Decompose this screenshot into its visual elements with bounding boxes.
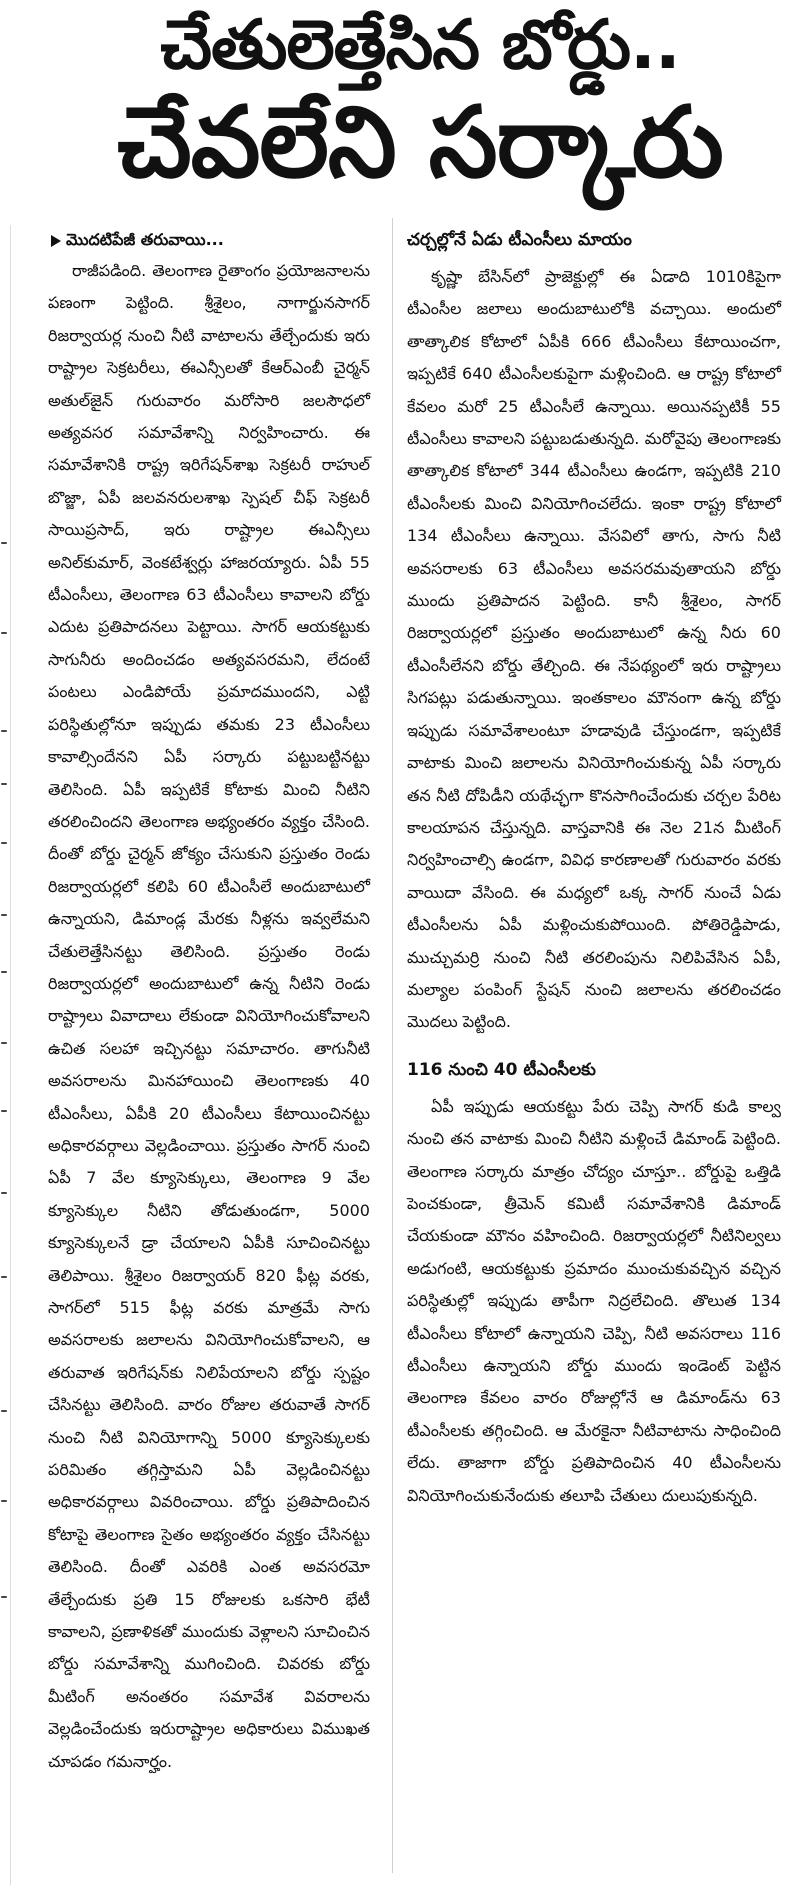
headline-line-2: చేవలేని సర్కారు — [117, 86, 723, 200]
subheading-seven-tmc: చర్చల్లోనే ఏడు టీఎంసీలు మాయం — [407, 230, 632, 250]
adjacent-column-fragments — [0, 230, 10, 1885]
left-column-body: రాజీపడింది. తెలంగాణ రైతాంగం ప్రయోజనాలను పణంగా పెట్టింది. శ్రీశైలం, నాగార్జునసాగర్ రిజర్వాయర్ల నుంచి నీటి వాటాలను తేల్చేందుకు ఇరు రాష్ట్రాల సెక్రటరీలు, ఈఎన్సీలతో కేఆర్ఎంబీ చైర్మన్ అతుల్‌జైన్ గురువారం మరోసారి జలసౌధలో అత్యవసర సమావేశాన్ని నిర్వహించారు. ఈ సమావేశానికి రాష్ట్ర ఇరిగేషన్‌శాఖ సెక్రటరీ రాహుల్ బొజ్జా, ఏపీ జలవనరులశాఖ స్పెషల్ చీఫ్ సెక్రటరీ సాయిప్రసాద్, ఇరు రాష్ట్రాల ఈఎన్సీలు అనిల్‌కుమార్, వెంకటేశ్వర్లు హాజరయ్యారు. ఏపీ 55 టీఎంసీలు, తెలంగాణ 63 టీఎంసీలు కావాలని బోర్డు ఎదుట ప్రతిపాదనలు పెట్టాయి. సాగర్ ఆయకట్టుకు సాగునీరు అందించడం అత్యవసరమని, లేదంటే పంటలు ఎండిపోయే ప్రమాదముందని, ఎట్టి పరిస్థితుల్లోనూ ఇప్పుడు తమకు 23 టీఎంసీలు కావాల్సిందేనని ఏపీ సర్కారు పట్టుబట్టినట్టు తెలిసింది. ఏపీ ఇప్పటికే కోటాకు మించి నీటిని తరలించిందని తెలంగాణ అభ్యంతరం వ్యక్తం చేసింది. దీంతో బోర్డు చైర్మన్ జోక్యం చేసుకుని ప్రస్తుతం రెండు రిజర్వాయర్లలో కలిపి 60 టీఎంసీలే అందుబాటులో ఉన్నాయని, డిమాండ్ల మేరకు నీళ్లను ఇవ్వలేమని చేతులెత్తేసినట్టు తెలిసింది. ప్రస్తుతం రెండు రిజర్వాయర్లలో అందుబాటులో ఉన్న నీటిని రెండు రాష్ట్రాలు వివాదాలు లేకుండా వినియోగించుకోవాలని ఉచిత సలహా ఇచ్చినట్టు సమాచారం. తాగునీటి అవసరాలను మినహాయించి తెలంగాణకు 40 టీఎంసీలు, ఏపీకి 20 టీఎంసీలు కేటాయించినట్టు అధికారవర్గాలు వెల్లడించాయి. ప్రస్తుతం సాగర్ నుంచి ఏపీ 7 వేల క్యూసెక్కులు, తెలంగాణ 9 వేల క్యూసెక్కుల నీటిని తోడుతుండగా, 5000 క్యూసెక్కులనే డ్రా చేయాలని ఏపీకి సూచించినట్టు తెలిపాయి. శ్రీశైలం రిజర్వాయర్ 820 ఫీట్ల వరకు, సాగర్‌లో 515 ఫీట్ల వరకు మాత్రమే సాగు అవసరాలకు జలాలను వినియోగించుకోవాలని, ఆ తరువాత ఇరిగేషన్‌కు నిలిపేయాలని బోర్డు స్పష్టం చేసినట్టు తెలిసింది. వారం రోజుల తరువాతే సాగర్ నుంచి నీటి వినియోగాన్ని 5000 క్యూసెక్కులకు పరిమితం తగ్గిస్తామని ఏపీ వెల్లడించినట్టు అధికారవర్గాలు వివరించాయి. బోర్డు ప్రతిపాదించిన కోటాపై తెలంగాణ సైతం అభ్యంతరం వ్యక్తం చేసినట్టు తెలిసింది. దీంతో ఎవరికి ఎంత అవసరమో తేల్చేందుకు ప్రతి 15 రోజులకు ఒకసారి భేటీ కావాలని, ప్రణాళికతో ముందుకు వెళ్లాలని సూచించిన బోర్డు సమావేశాన్ని ముగించింది. చివరకు బోర్డు మీటింగ్ అనంతరం సమావేశ వివరాలను వెల్లడించేందుకు ఇరురాష్ట్రాల అధికారులు విముఖత చూపడం గమనార్హం. — [48, 261, 370, 1771]
headline — [60, 6, 780, 200]
right-column — [407, 225, 781, 1512]
left-column — [48, 225, 370, 1778]
column-divider — [392, 218, 393, 1873]
headline-line-1: చేతులెత్తేసిన బోర్డు.. — [160, 6, 680, 85]
right-column-paragraph-2: ఏపీ ఇప్పుడు ఆయకట్టు పేరు చెప్పి సాగర్ కుడి కాల్వ నుంచి తన వాటాకు మించి నీటిని మళ్లించే డిమాండ్ పెట్టింది. తెలంగాణ సర్కారు మాత్రం చోద్యం చూస్తూ.. బోర్డుపై ఒత్తిడి పెంచకుండా, త్రీమెన్ కమిటీ సమావేశానికి డిమాండ్ చేయకుండా మౌనం వహించింది. రిజర్వాయర్లలో నీటినిల్వలు అడుగంటి, ఆయకట్టుకు ప్రమాదం ముంచుకువచ్చిన వచ్చిన పరిస్థితుల్లో ఇప్పుడు తాపీగా నిద్రలేచింది. తొలుత 134 టీఎంసీలు కోటాలో ఉన్నాయని చెప్పి, నీటి అవసరాలు 116 టీఎంసీలు ఉన్నాయని బోర్డు ముందు ఇండెంట్ పెట్టిన తెలంగాణ కేవలం వారం రోజుల్లోనే ఆ డిమాండ్‌ను 63 టీఎంసీలకు తగ్గించింది. ఆ మేరకైనా నీటివాటాను సాధించింది లేదు. తాజాగా బోర్డు ప్రతిపాదించిన 40 టీఎంసీలను వినియోగించుకునేందుకు తలూపి చేతులు దులుపుకున్నది. — [407, 1096, 781, 1505]
right-column-paragraph-1: కృష్ణా బేసిన్‌లో ప్రాజెక్టుల్లో ఈ ఏడాది 1010కిపైగా టీఎంసీల జలాలు అందుబాటులోకి వచ్చాయి. అందులో తాత్కాలిక కోటాలో ఏపీకి 666 టీఎంసీలు కేటాయించగా, ఇప్పటికే 640 టీఎంసీలకుపైగా మళ్లించింది. ఆ రాష్ట్ర కోటాలో కేవలం మరో 25 టీఎంసీలే ఉన్నాయి. అయినప్పటికీ 55 టీఎంసీలు కావాలని పట్టుబడుతున్నది. మరోవైపు తెలంగాణకు తాత్కాలిక కోటాలో 344 టీఎంసీలు ఉండగా, ఇప్పటికి 210 టీఎంసీలకు మించి వినియోగించలేదు. ఇంకా రాష్ట్ర కోటాలో 134 టీఎంసీలు ఉన్నాయి. వేసవిలో తాగు, సాగు నీటి అవసరాలకు 63 టీఎంసీలు అవసరమవుతాయని బోర్డు ముందు ప్రతిపాదన పెట్టింది. కానీ శ్రీశైలం, సాగర్ రిజర్వాయర్లలో ప్రస్తుతం అందుబాటులో ఉన్న నీరు 60 టీఎంసీలేనని బోర్డు తేల్చింది. ఈ నేపథ్యంలో ఇరు రాష్ట్రాలు సిగపట్లు పడుతున్నాయి. ఇంతకాలం మౌనంగా ఉన్న బోర్డు ఇప్పుడు సమావేశాలంటూ హడావుడి చేస్తుండగా, ఇప్పటికే వాటాకు మించి జలాలను వినియోగించుకున్న ఏపీ సర్కారు తన నీటి దోపిడీని యథేచ్ఛగా కొనసాగించేందుకు చర్చల పేరిట కాలయాపన చేస్తున్నది. వాస్తవానికి ఈ నెల 21న మీటింగ్ నిర్వహించాల్సి ఉండగా, వివిధ కారణాలతో గురువారం వరకు వాయిదా వేసింది. ఈ మధ్యలో ఒక్క సాగర్ నుంచే ఏడు టీఎంసీలను ఏపీ మళ్లించుకుపోయింది. పోతిరెడ్డిపాడు, ముచ్చుమర్రి నుంచి నీటి తరలింపును నిలిపివేసిన ఏపీ, మల్యాల పంపింగ్ స్టేషన్ నుంచి జలాలను తరలించడం మొదలు పెట్టింది. — [407, 267, 781, 1032]
continued-from-front-page: మొదటిపేజీ తరువాయి... — [66, 225, 370, 255]
subheading-116-to-40: 116 నుంచి 40 టీఎంసీలకు — [407, 1059, 596, 1080]
